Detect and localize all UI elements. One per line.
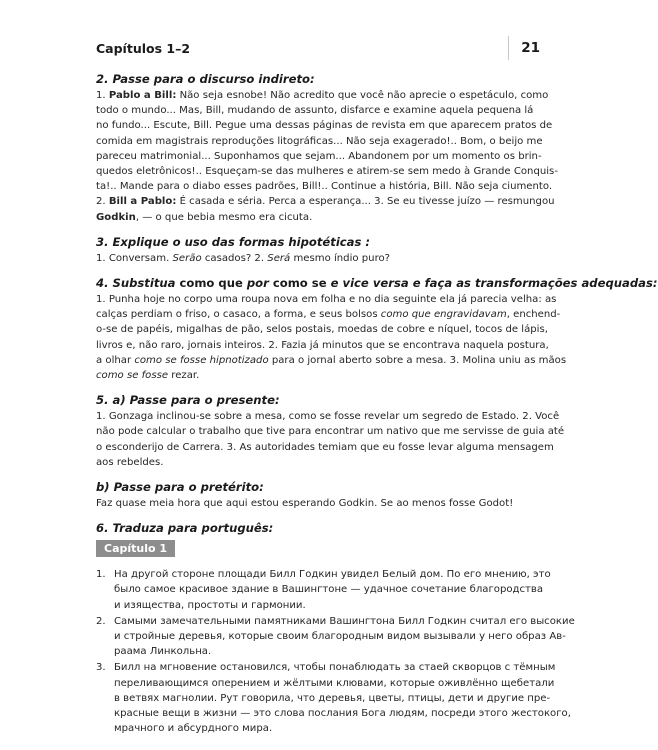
text-line: раама Линкольна. [114,646,212,658]
text-line: мрачного и абсурдного мира. [114,723,273,735]
exercise-4-body [96,292,567,383]
text-line: было самое красивое здание в Вашингтоне — удачное сочетание благородства [114,584,544,596]
running-head: Capítulos 1–2 [96,41,191,56]
list-item [96,567,551,613]
text-line: calças perdiam o friso, o casaco, a forma, e seus bolsos como que engravidavam, enchend- [96,309,561,321]
text-line: и стройные деревья, которые своим благородным видом вызывали у него образ Ав- [114,631,566,643]
text-line: Faz quase meia hora que aqui estou esperando Godkin. Se ao menos fosse Godot! [96,498,514,510]
chapter-badge: Capítulo 1 [96,540,175,557]
list-item [96,614,575,660]
header-divider [508,36,509,60]
exercise-5a-body [96,409,565,470]
translation-list [96,567,575,736]
text-line: и изящества, простоты и гармонии. [114,599,306,611]
text-line: quedos eletrônicos!.. Esqueçam-se das mulheres e atirem-se sem medo à Grande Conquis- [96,166,558,178]
text-line: o-se de papéis, migalhas de pão, selos postais, moedas de cobre e níquel, tocos de lápis, [96,324,548,336]
exercise-3-heading: 3. Explique o uso das formas hipotéticas : [96,234,371,249]
page-content [96,72,658,738]
exercise-3-body [96,251,536,266]
text-line: 1. Pablo a Bill: Não seja esnobe! Não acredito que você não aprecie o espetáculo, como [96,90,549,101]
text-line: o esconderijo de Carrera. 3. As autoridades temiam que eu fosse levar alguma mensagem [96,441,554,453]
text-line: aos rebeldes. [96,456,164,468]
text-line: comida em magistrais reproduções litográficas... Não seja exagerado!.. Bom, o beijo me [96,135,543,147]
text-line: pareceu matrimonial... Suponhamos que sejam... Abandonem por um momento os brin- [96,150,542,162]
text-line: todo o mundo... Mas, Bill, mudando de assunto, disfarce e examine aquela pequena lá [96,105,534,117]
item-number: 2. [96,615,106,627]
text-line: livros e, não raro, jornais inteiros. 2. Fazia já minutos que se encontrava naquela postura, [96,339,549,351]
text-line: a olhar como se fosse hipnotizado para o jornal aberto sobre a mesa. 3. Molina uniu as mãos [96,354,567,366]
text-line: ta!.. Mande para o diabo esses padrões, Bill!.. Continue a história, Bill. Não seja ciumento. [96,181,553,193]
exercise-5a-heading: 5. a) Passe para o presente: [96,393,280,408]
text-line: в ветвях магнолии. Рут говорила, что деревья, цветы, птицы, дети и другие пре- [114,692,551,704]
exercise-2-body [96,88,558,225]
text-line: 1. Conversam. Serão casados? 2. Será mesmo índio puro? [96,252,391,264]
list-item [96,660,571,736]
text-line: 1. Gonzaga inclinou-se sobre a mesa, como se fosse revelar um segredo de Estado. 2. Você [96,411,560,423]
exercise-4-heading: 4. Substitua como que por como se e vice versa e faça as transformações adequadas: [96,276,658,291]
text-line: 2. Bill a Pablo: É casada e séria. Perca a esperança... 3. Se eu tivesse juízo — resmungou [96,196,555,208]
text-line: não pode calcular o trabalho que tive para encontrar um nativo que me servisse de guia até [96,426,565,438]
text-line: красные вещи в жизни — это слова послания Бога людям, посреди этого жестокого, [114,708,571,720]
item-number: 3. [96,662,106,674]
text-line: переливающимся оперением и жёлтыми клювами, которые оживлённо щебетали [114,677,555,689]
text-line: 1. Punha hoje no corpo uma roupa nova em folha e no dia seguinte ela já parecia velha: as [96,294,557,306]
page-number: 21 [521,40,540,56]
text-line: no fundo... Escute, Bill. Pegue uma dessas páginas de revista em que aparecem pratos de [96,120,553,132]
exercise-6-heading: 6. Traduza para português: [96,521,274,536]
exercise-5b-body [96,496,536,511]
text-line: como se fosse rezar. [96,370,200,382]
item-number: 1. [96,569,106,581]
text-line: Самыми замечательными памятниками Вашингтона Билл Годкин считал его высокие [114,615,575,627]
exercise-2-heading: 2. Passe para o discurso indireto: [96,72,315,86]
text-line: Godkin, — o que bebia mesmo era cicuta. [96,211,313,223]
exercise-5b-heading: b) Passe para o pretérito: [96,480,264,495]
text-line: Билл на мгновение остановился, чтобы понаблюдать за стаей скворцов с тёмным [114,662,556,674]
text-line: На другой стороне площади Билл Годкин увидел Белый дом. По его мнению, это [114,569,551,581]
